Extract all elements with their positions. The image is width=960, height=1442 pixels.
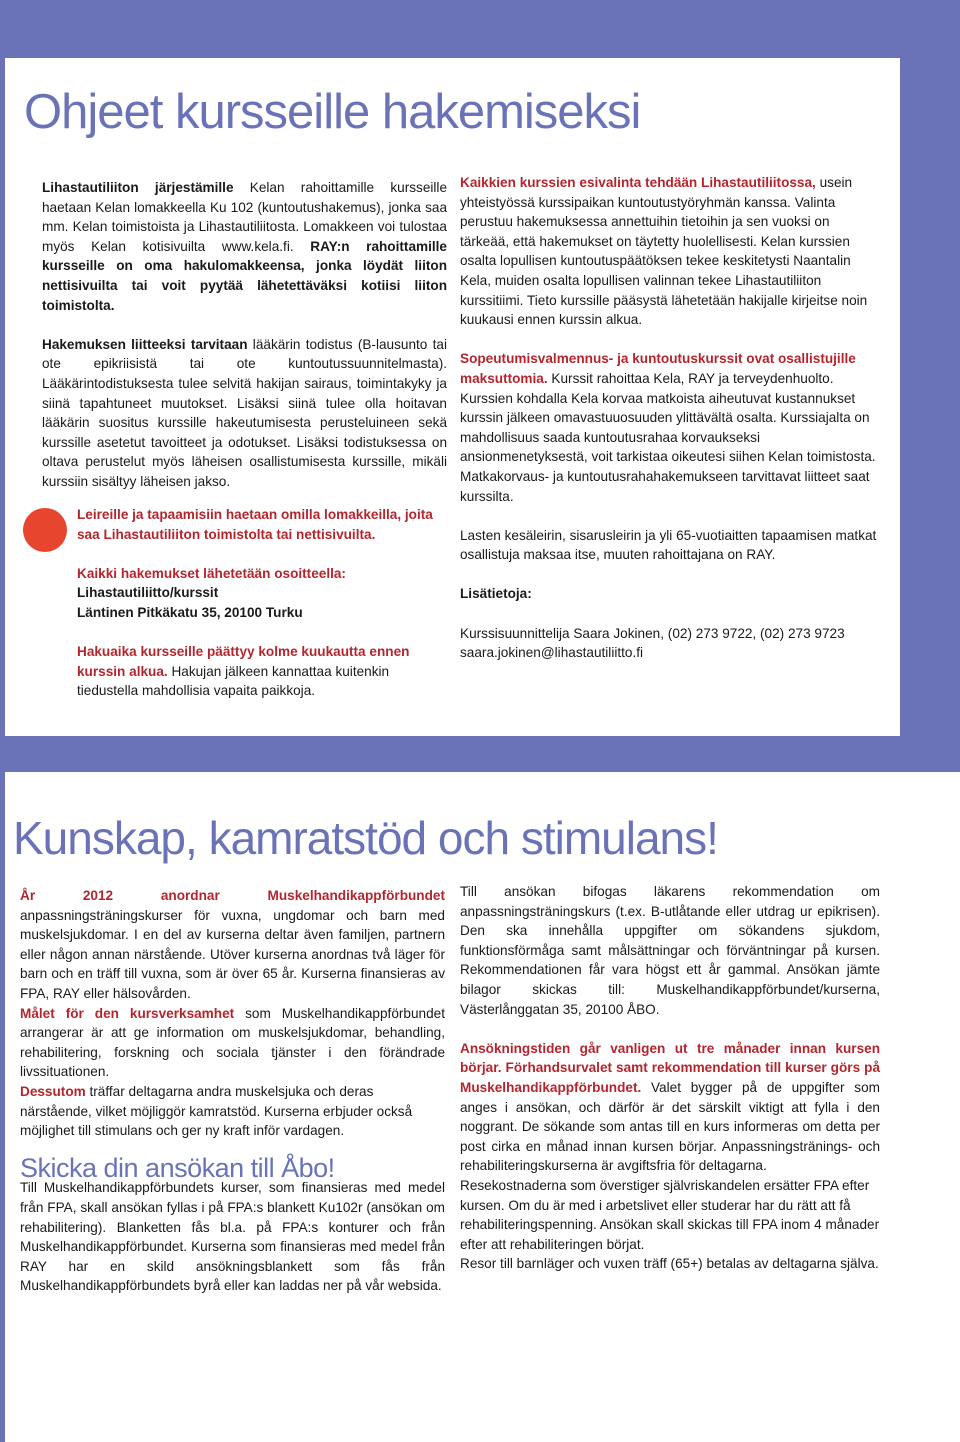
camps-note: Leireille ja tapaamisiin haetaan omilla lomakkeilla, joita saa Lihastautiliiton toimistolta tai nettisivuilta. — [77, 507, 433, 542]
swedish-panel — [5, 772, 960, 1442]
peer-support-paragraph: Dessutom träffar deltagarna andra muskelsjuka och deras närstående, vilket möjliggör kamratstöd. Kurserna erbjuder också möjlighet till stimulans och ger ny kraft inför vardagen. — [20, 1083, 413, 1139]
address-block: Kaikki hakemukset lähetetään osoitteella: Lihastautiliitto/kurssit Läntinen Pitkäkatu 35, 20100 Turku — [77, 565, 346, 620]
finnish-left-column — [42, 178, 447, 492]
swedish-title: Kunskap, kamratstöd och stimulans! — [13, 812, 718, 864]
contact-block — [460, 624, 880, 663]
free-courses-paragraph: Sopeutumisvalmennus- ja kuntoutuskurssit ovat osallistujille maksuttomia. Kurssit rahoittaa Kela, RAY ja terveydenhuolto. Kurssien kohdalla Kela korvaa matkoista aiheutuvat kustannukset kurssin jälkeen omavastuuosuuden ylittävältä osalta. Kurssiajalta on mahdollisuus saada kuntoutusrahaa korvaukseksi ansionmenetyksestä, voit tarkistaa oikeutesi siihen Kelan toimistosta. Matkakorvaus- ja kuntoutusrahahakemukseen tarvittavat liitteet saat kurssilta. — [460, 351, 876, 504]
ray-form-note: RAY:n rahoittamille kursseille on oma hakulomakkeensa, jonka löydät liiton nettisivuilta tai voit pyytää lähetettäväksi kotiisi liiton toimistolta. — [42, 238, 447, 313]
contact-person: Kurssisuunnittelija Saara Jokinen, (02) 273 9722, (02) 273 9723 — [460, 625, 845, 641]
finnish-panel — [5, 58, 900, 736]
swedish-intro-paragraph: År 2012 anordnar Muskelhandikappförbundet anpassningsträningskurser för vuxna, ungdomar och barn med muskelsjukdomar. I en del av kurserna deltar även familjen, partnern eller någon annan närstående. Utöver kurserna anordnas två läger för barn och en träff till vuxna, som är över 65 år. Kurserna finansieras av FPA, RAY eller hälsovården. — [20, 888, 445, 1001]
contact-email: saara.jokinen@lihastautiliitto.fi — [460, 645, 644, 661]
doctor-recommendation-paragraph: Till ansökan bifogas läkarens rekommendation om anpassningsträningskurs (t.ex. B-utlåtande eller utdrag ur epikrisen). Den ska innehålla uppgifter om sökandens sjukdom, funktionsförmåga samt målsättningar och förväntningar på kursen. Rekommendationen får vara högst ett år gammal. Ansökan jämte bilagor skickas till: Muskelhandikappförbundet/kurserna, Västerlånggatan 35, 20100 ÅBO. — [460, 884, 880, 1017]
application-form-paragraph: Till Muskelhandikappförbundets kurser, som finansieras med medel från FPA, skall ansökan fyllas i på FPA:s blankett Ku102r (ansökan om rehabilitering). Blanketten fås bl.a. på FPA:s konturer och från Muskelhandikappförbundet. Kurserna som finansieras med medel från RAY har en skild ansökningsblankett som fås från Muskelhandikappförbundets byrå eller kan laddas ner på vår websida. — [20, 1180, 445, 1294]
red-dot-icon — [23, 508, 67, 552]
finnish-intro-paragraph: Lihastautiliiton järjestämille Kelan rahoittamille kursseille haetaan Kelan lomakkeella Ku 102 (kuntoutushakemus), jonka saa mm. Kelan toimistoista ja Lihastautiliitosta. Lomakkeen voi tulostaa myös Kelan kotisivuilta www.kela.fi. RAY:n rahoittamille kursseille on oma hakulomakkeensa, jonka löydät liiton nettisivuilta tai voit pyytää lähetettäväksi kotiisi liiton toimistolta. — [42, 180, 447, 313]
travel-costs-paragraph: Lasten kesäleirin, sisarusleirin ja yli 65-vuotiaitten tapaamisen matkat osallistuja maksaa itse, muuten rahoittajana on RAY. — [460, 527, 877, 563]
finnish-left-column-lower — [77, 505, 449, 701]
attachment-paragraph: Hakemuksen liitteeksi tarvitaan lääkärin todistus (B-lausunto tai ote epikriisistä tai ote kuntoutussuunnitelmasta). Lääkärintodistuksesta tulee selvitä hakijan sairaus, toimintakyky ja siinä tapahtuneet muutokset. Lisäksi siinä tulee olla hoitavan lääkärin suositus kurssille hakeutumisesta perusteluineen sekä kurssille asetetut tavoitteet ja odotukset. Lisäksi todistuksessa on oltava perustelut myös läheisen osallistumisesta kurssille, mikäli kurssiin sisältyy läheisen jakso. — [42, 336, 447, 489]
finnish-intro-lead: Lihastautiliiton järjestämille — [42, 180, 234, 195]
swedish-right-column — [460, 882, 880, 1274]
preselection-paragraph: Kaikkien kurssien esivalinta tehdään Lihastautiliitossa, usein yhteistyössä kurssipaikan kuntoutustyöryhmän kanssa. Valinta perustuu hakemuksessa annettuihin tietoihin ja sen vuoksi on tärkeää, että hakemukset on täytetty huolellisesti. Kelan kurssien osalta lopullisen kuntoutuspäätöksen tekee keskitetysti Naantalin Kela, muiden osalta lopullisen valinnan tekee Lihastautiliiton kurssitiimi. Tieto kurssille pääsystä lähetetään hakijalle kirjeitse noin kuukausi ennen kurssin alkua. — [460, 175, 868, 328]
finnish-right-column — [460, 173, 880, 663]
camp-travel-paragraph: Resor till barnläger och vuxen träff (65+) betalas av deltagarna själva. — [460, 1256, 879, 1272]
deadline-paragraph: Hakuaika kursseille päättyy kolme kuukautta ennen kurssin alkua. Hakujan jälkeen kannattaa kuitenkin tiedustella mahdollisia vapaita paikkoja. — [77, 644, 410, 699]
swedish-left-column — [20, 886, 445, 1296]
application-deadline-paragraph: Ansökningstiden går vanligen ut tre månader innan kursen börjar. Förhandsurvalet samt rekommendation till kurser görs på Muskelhandikappförbundet. Valet bygger på de uppgifter som anges i ansökan, och därför är det särskilt viktigt att fylla i den noggrant. De sökande som antas till en kurs informeras om detta per post cirka en månad innan kursen börjar. Anpassningstränings- och rehabiliteringskurserna är avgiftsfria för deltagarna. — [460, 1040, 880, 1174]
send-application-heading: Skicka din ansökan till Åbo! — [20, 1152, 335, 1183]
finnish-title: Ohjeet kursseille hakemiseksi — [24, 85, 641, 139]
goal-paragraph: Målet för den kursverksamhet som Muskelhandikappförbundet arrangerar är att ge information om muskelsjukdomar, behandling, rehabilitering, forskning och sociala tjänster i den förändrade livssituationen. — [20, 1005, 445, 1080]
more-info-label: Lisätietoja: — [460, 586, 532, 602]
travel-costs-paragraph-sv: Resekostnaderna som överstiger självriskandelen ersätter FPA efter kursen. Om du är med i arbetslivet eller studerar har du rätt att få rehabiliteringspenning. Ansökan skall skickas till FPA inom 4 månader efter att rehabiliteringen börjat. — [460, 1177, 880, 1252]
